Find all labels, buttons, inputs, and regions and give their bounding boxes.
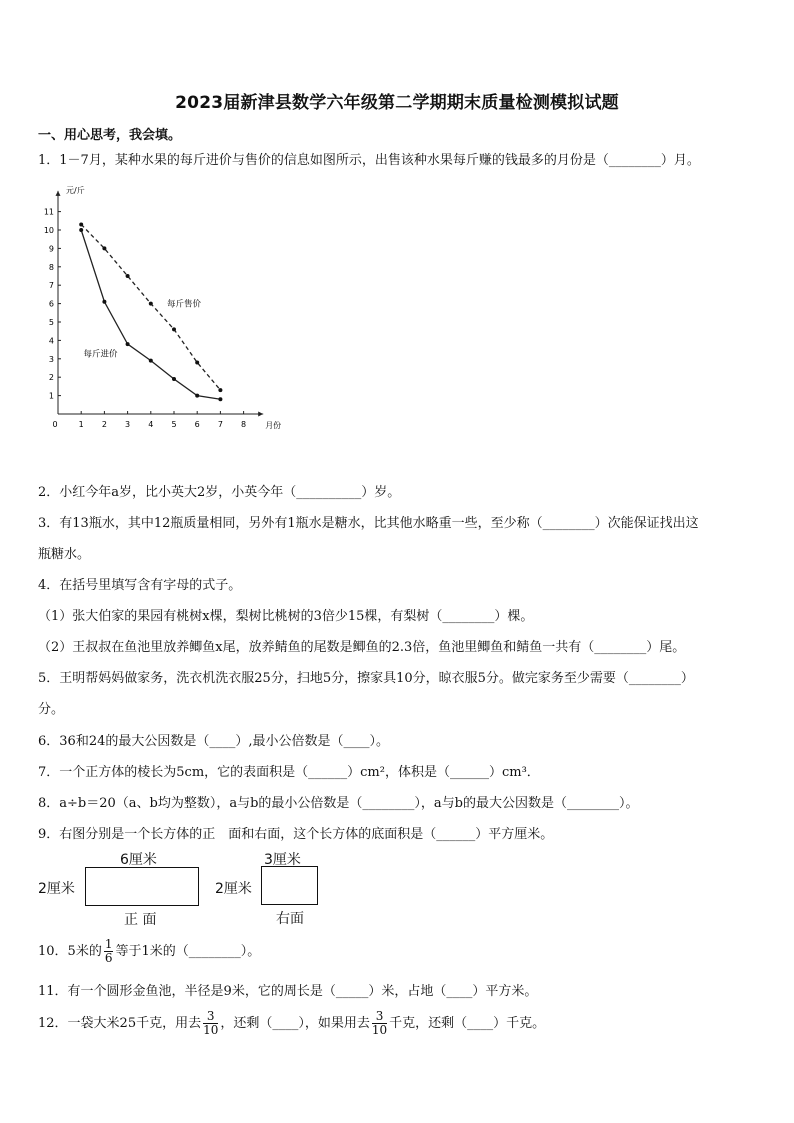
selling-price-point [149, 302, 153, 306]
cost-price-point [149, 359, 153, 363]
section-heading: 一、用心思考，我会填。 [38, 128, 182, 143]
x-tick-label: 8 [241, 420, 247, 429]
question-5-line1: 5．王明帮妈妈做家务，洗衣机洗衣服25分，扫地5分，擦家具10分，晾衣服5分。做完家务至少需要（________） [38, 671, 694, 686]
cost-price-point [126, 342, 130, 346]
question-10 [38, 938, 768, 965]
side-face-label: 右面 [276, 911, 304, 927]
question-5-line2: 分。 [38, 702, 65, 717]
x-axis-label: 月份 [265, 421, 282, 430]
fraction-denominator: 6 [104, 951, 113, 965]
side-height-label: 2厘米 [215, 881, 252, 897]
question-3-line1: 3．有13瓶水，其中12瓶质量相同，另外有1瓶水是糖水，比其他水略重一些，至少称（________）次能保证找出这 [38, 516, 699, 531]
y-tick-label: 9 [48, 244, 54, 254]
fraction-three-tenths-b [372, 1010, 387, 1037]
selling-price-point [218, 388, 222, 392]
front-face-rect [85, 867, 199, 906]
x-tick-label: 0 [52, 420, 58, 429]
selling-price-point [195, 360, 199, 364]
cost-price-line [81, 230, 220, 399]
question-3-line2: 瓶糖水。 [38, 547, 91, 562]
y-tick-label: 7 [48, 281, 54, 291]
question-12-pre: 12．一袋大米25千克，用去 [38, 1016, 202, 1031]
cost-price-point [218, 397, 222, 401]
side-face-rect [261, 866, 318, 905]
question-11: 11．有一个圆形金鱼池，半径是9米，它的周长是（_____）米，占地（____）平方米。 [38, 984, 538, 999]
selling-price-series-label: 每斤售价 [167, 299, 202, 310]
front-face-label: 正 面 [124, 912, 157, 928]
x-axis-arrow [258, 412, 263, 417]
question-4: 4．在括号里填写含有字母的式子。 [38, 578, 242, 593]
y-tick-label: 11 [43, 207, 54, 217]
question-4-part2: （2）王叔叔在鱼池里放养鲫鱼x尾，放养鲭鱼的尾数是鲫鱼的2.3倍，鱼池里鲫鱼和鲭鱼一共有（________）尾。 [38, 640, 686, 655]
x-tick-label: 1 [78, 420, 84, 429]
question-12-post: 千克，还剩（____）千克。 [389, 1016, 546, 1031]
cost-price-series-label: 每斤进价 [83, 349, 118, 360]
cost-price-point [195, 394, 199, 398]
price-chart [38, 178, 298, 433]
x-tick-label: 6 [194, 420, 200, 429]
fraction-denominator: 10 [371, 1023, 388, 1037]
fraction-numerator: 3 [372, 1010, 387, 1024]
question-10-post: 等于1米的（________）。 [115, 944, 261, 959]
y-axis-label: 元/斤 [66, 185, 85, 195]
question-12 [38, 1010, 768, 1037]
cost-price-point [102, 300, 106, 304]
side-width-label: 3厘米 [264, 852, 301, 868]
question-9: 9．右图分别是一个长方体的正 面和右面，这个长方体的底面积是（______）平方厘米。 [38, 827, 554, 842]
y-tick-label: 5 [48, 318, 54, 327]
y-tick-label: 6 [48, 299, 54, 309]
selling-price-point [79, 222, 83, 226]
x-tick-label: 2 [101, 420, 107, 429]
y-axis-arrow [56, 191, 61, 196]
question-8: 8．a÷b＝20（a、b均为整数），a与b的最小公倍数是（________），a与b的最大公因数是（________）。 [38, 796, 639, 811]
front-height-label: 2厘米 [38, 881, 75, 897]
fraction-denominator: 10 [203, 1023, 219, 1037]
question-6: 6．36和24的最大公因数是（____）,最小公倍数是（____）。 [38, 734, 389, 749]
selling-price-point [172, 327, 176, 331]
y-tick-label: 2 [48, 373, 54, 383]
cost-price-point [79, 228, 83, 232]
front-width-label: 6厘米 [120, 852, 157, 868]
selling-price-point [126, 274, 130, 278]
question-12-mid: ，还剩（____），如果用去 [220, 1016, 370, 1031]
y-tick-label: 3 [48, 354, 54, 364]
x-tick-label: 3 [125, 420, 131, 429]
cost-price-point [172, 377, 176, 381]
fraction-three-tenths-a [203, 1010, 218, 1037]
selling-price-point [102, 246, 106, 250]
y-tick-label: 8 [48, 262, 54, 272]
x-tick-label: 7 [217, 420, 223, 429]
page-title: 2023届新津县数学六年级第二学期期末质量检测模拟试题 [175, 93, 619, 113]
question-1: 1．1－7月，某种水果的每斤进价与售价的信息如图所示，出售该种水果每斤赚的钱最多的月份是（________）月。 [38, 153, 700, 168]
question-10-pre: 10．5米的 [38, 944, 102, 959]
fraction-numerator: 3 [203, 1010, 218, 1024]
y-tick-label: 10 [43, 226, 54, 235]
x-tick-label: 4 [148, 420, 154, 429]
x-tick-label: 5 [171, 420, 177, 429]
question-4-part1: （1）张大伯家的果园有桃树x棵，梨树比桃树的3倍少15棵，有梨树（________）棵。 [38, 609, 534, 624]
fraction-numerator: 1 [104, 937, 113, 951]
y-tick-label: 1 [48, 391, 54, 401]
fraction-one-sixth [104, 938, 114, 965]
question-7: 7．一个正方体的棱长为5cm，它的表面积是（______）cm²，体积是（______）cm³． [38, 765, 540, 780]
question-2: 2．小红今年a岁，比小英大2岁，小英今年（__________）岁。 [38, 485, 401, 500]
y-tick-label: 4 [48, 336, 54, 346]
